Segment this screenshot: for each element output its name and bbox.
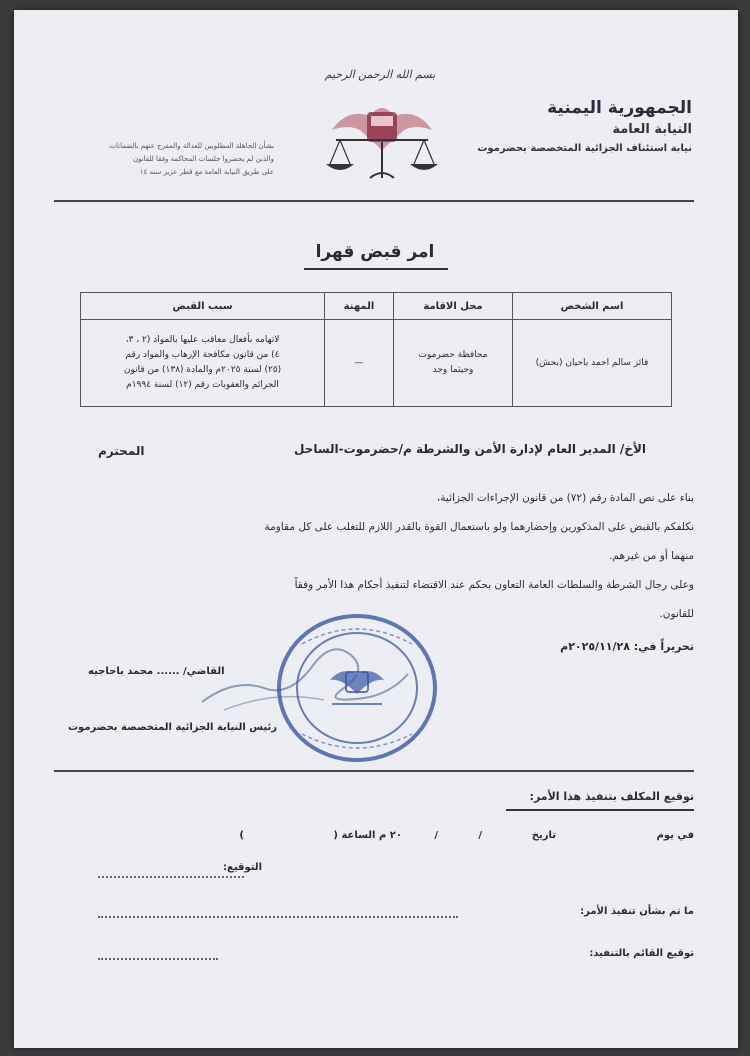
body-line: بناء على نص المادة رقم (٧٢) من قانون الإجراءات الجزائية، (436, 492, 694, 504)
year-hour-label: ٢٠ م الساعة ( (333, 830, 402, 841)
header-divider (54, 200, 694, 202)
basmala: بسم الله الرحمن الرحيم (324, 68, 436, 81)
col-reason: سبب القبض (81, 293, 325, 320)
authority-header (477, 98, 692, 154)
body-line: للقانون. (659, 608, 694, 620)
day-label: في يوم (656, 830, 694, 841)
executor-section-title: توقيع المكلف بتنفيذ هذا الأمر: (529, 790, 694, 803)
document-page (14, 10, 738, 1048)
section-divider (54, 770, 694, 772)
executor-title-underline (506, 809, 694, 811)
date-slash: / (478, 830, 482, 841)
signature-line (98, 876, 244, 878)
action-line (98, 916, 458, 918)
header-note: بشأن الجاهلة المطلوبين للعدالة والمفرج عنهم بالضمانات والذين لم يحضروا جلسات المحاكمة وفقا للقانون على طريق النيابة العامة مع قطر عزيز سنه ١٤ (109, 142, 274, 176)
profession-cell: — (325, 320, 394, 407)
date-label: تاريخ (531, 830, 556, 841)
table-header-row (81, 293, 672, 320)
date-slash: / (434, 830, 438, 841)
issue-date: تحريراً في: ٢٠٢٥/١١/٢٨م (560, 640, 694, 653)
residence-cell: محافظة حضرموت وحيثما وجد (394, 320, 513, 407)
body-line: نكلفكم بالقبض على المذكورين وإحضارهما ولو باستعمال القوة بالقدر اللازم للتغلب على كل مقاومة (264, 521, 694, 533)
yemen-emblem-icon (312, 90, 452, 190)
signature-label: التوقيع: (223, 862, 262, 873)
col-name: اسم الشخص (513, 293, 672, 320)
person-name: فائز سالم احمد باحيان (بحش) (513, 320, 672, 407)
prosecution-office: نيابة استئناف الجزائية المتخصصة بحضرموت (477, 143, 692, 154)
official-stamp-icon (272, 608, 442, 768)
body-line: منهما أو من غيرهم. (609, 550, 694, 562)
arrest-table (80, 292, 672, 407)
signatory-name: القاضي/ ...... محمد باحاجيه (88, 666, 225, 677)
title-underline (304, 268, 448, 270)
hour-close: ) (239, 830, 244, 841)
prosecution-name: النيابة العامة (612, 122, 692, 137)
republic-name: الجمهورية اليمنية (547, 98, 692, 118)
body-line: وعلى رجال الشرطة والسلطات العامة التعاون بحكم عند الاقتضاء لتنفيذ أحكام هذا الأمر وفقاً (294, 579, 694, 591)
document-title: امر قبض قهرا (315, 242, 435, 262)
action-label: ما تم بشأن تنفيذ الأمر: (580, 906, 694, 917)
executor-signature-line (98, 958, 218, 960)
executor-label: توقيع القائم بالتنفيذ: (589, 948, 694, 959)
signatory-title: رئيس النيابة الجزائية المتخصصة بحضرموت (68, 722, 278, 733)
addressee-respect: المحترم (98, 444, 145, 458)
col-residence: محل الاقامة (394, 293, 513, 320)
col-profession: المهنة (325, 293, 394, 320)
table-row (81, 320, 672, 407)
addressee-line: الأخ/ المدير العام لإدارة الأمن والشرطة م/حضرموت-الساحل (293, 442, 646, 456)
reason-cell: لاتهامه بأفعال معاقب عليها بالمواد (٢ ، ٣، ٤) من قانون مكافحة الإرهاب والمواد رقم (٢٥) لسنة ٢٠٢٥م والمادة (١٣٨) من قانون الجرائم والعقوبات رقم (١٢) لسنة ١٩٩٤م (81, 320, 325, 407)
